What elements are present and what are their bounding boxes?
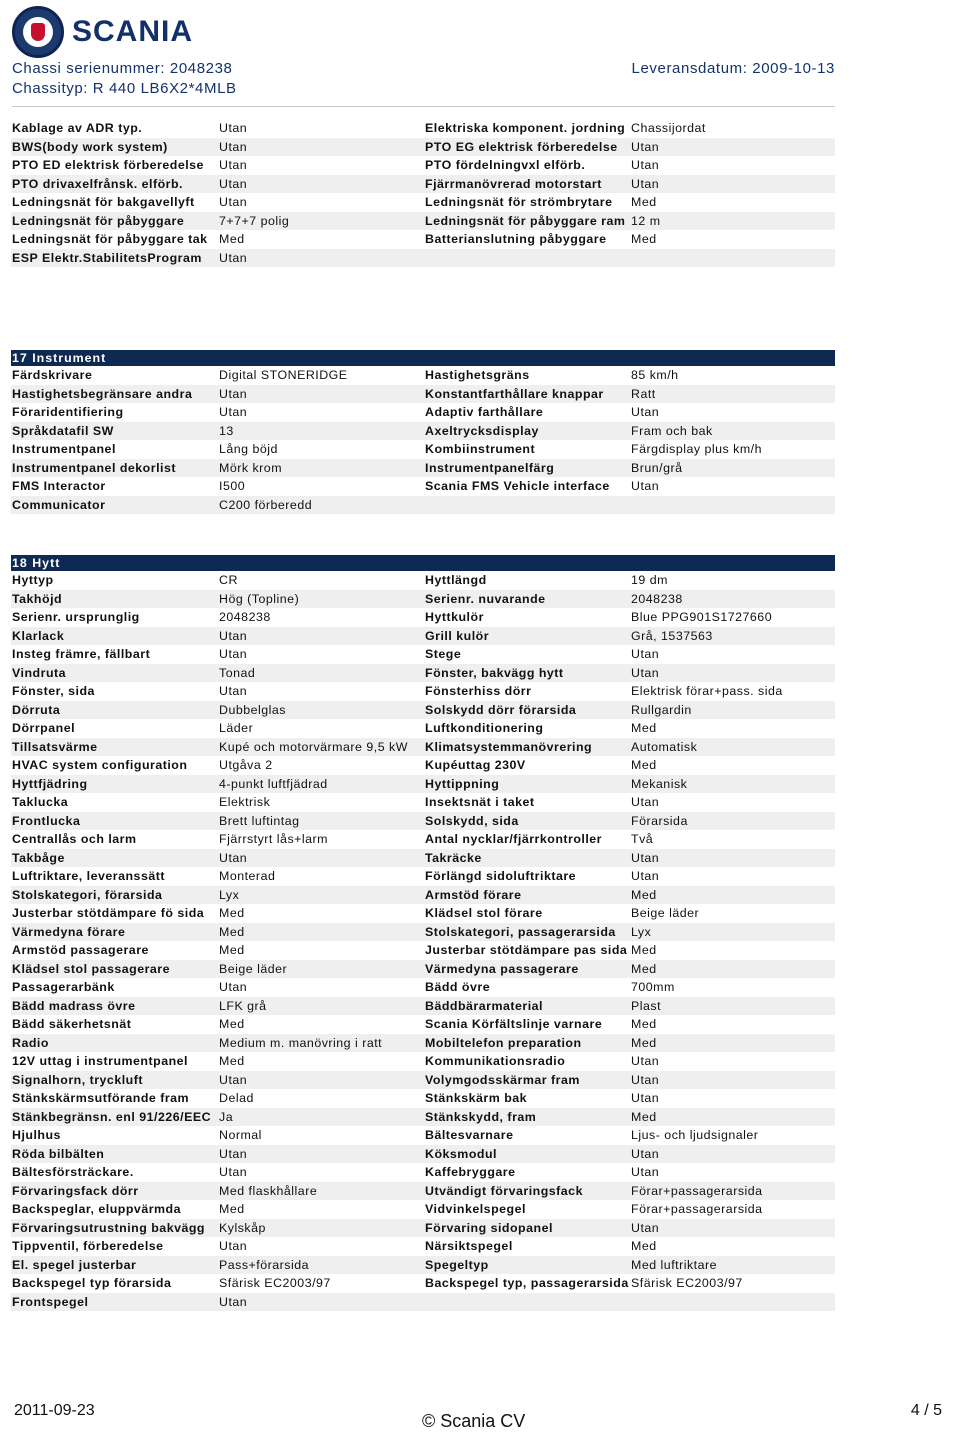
table-row: [11, 1274, 835, 1293]
table-row: [11, 385, 835, 404]
spec-label: Instrumentpanel: [12, 442, 116, 456]
spec-value: CR: [219, 573, 238, 587]
table-row: [11, 1219, 835, 1238]
spec-value: Utan: [631, 1072, 660, 1087]
spec-label: Kommunikationsradio: [425, 1054, 566, 1068]
griffin-emblem-icon: [12, 6, 64, 58]
table-row: [11, 366, 835, 385]
spec-label: Värmedyna förare: [12, 924, 126, 939]
spec-label: Klädsel stol passagerare: [12, 961, 171, 976]
table-row: [11, 1034, 835, 1053]
spec-label: [424, 1293, 630, 1297]
spec-value: Sfärisk EC2003/97: [631, 1276, 743, 1290]
spec-label: Luftkonditionering: [425, 721, 544, 735]
spec-label: Kupéuttag 230V: [425, 758, 526, 772]
spec-value: Utan: [631, 1165, 660, 1179]
table-row: [11, 1071, 835, 1090]
spec-value: Lyx: [631, 924, 652, 939]
spec-value: Elektrisk: [219, 795, 271, 809]
spec-value: Utan: [219, 195, 248, 209]
spec-label: PTO fördelningvxl elförb.: [425, 158, 586, 172]
table-row: [11, 422, 835, 441]
spec-value: Hög (Topline): [219, 591, 300, 606]
spec-value: Med flaskhållare: [219, 1183, 318, 1198]
spec-label: Solskydd, sida: [425, 813, 519, 828]
logo-wordmark: SCANIA: [72, 15, 194, 48]
page-number: 4 / 5: [910, 1402, 942, 1419]
spec-value: Grå, 1537563: [631, 628, 713, 643]
spec-label: Volymgodsskärmar fram: [425, 1072, 580, 1087]
spec-value: Lång böjd: [219, 442, 278, 456]
spec-value: Utan: [219, 176, 248, 191]
table-row: [11, 175, 835, 194]
spec-label: Bäddbärarmaterial: [425, 998, 543, 1013]
spec-label: Klimatsystemmanövrering: [425, 739, 593, 754]
spec-label: Axeltrycksdisplay: [425, 423, 539, 438]
table-row: [11, 664, 835, 683]
table-row: [11, 249, 835, 268]
spec-label: Förvaringsfack dörr: [12, 1183, 139, 1198]
spec-value: Med luftriktare: [631, 1257, 718, 1272]
spec-value: Beige läder: [631, 906, 700, 920]
table-row: [11, 756, 835, 775]
spec-label: Värmedyna passagerare: [425, 961, 579, 976]
spec-label: Serienr. nuvarande: [425, 591, 546, 606]
spec-label: Stänkskärm bak: [425, 1091, 528, 1105]
spec-value: Med: [219, 232, 245, 246]
spec-value: Tonad: [219, 665, 256, 680]
spec-value: Delad: [219, 1091, 254, 1105]
spec-label: Adaptiv farthållare: [425, 405, 544, 419]
spec-label: Stege: [425, 647, 462, 661]
spec-value: Förar+passagerarsida: [631, 1202, 763, 1216]
table-row: [11, 627, 835, 646]
spec-label: Frontspegel: [12, 1294, 89, 1309]
spec-label: Justerbar stötdämpare fö sida: [12, 906, 205, 920]
spec-label: Hyttlängd: [425, 573, 487, 587]
spec-label: Elektriska komponent. jordning: [425, 121, 626, 135]
spec-label: Serienr. ursprunglig: [12, 610, 140, 624]
spec-label: Föraridentifiering: [12, 405, 124, 419]
spec-value: Utan: [219, 386, 248, 401]
spec-label: Backspegel typ, passagerarsida: [425, 1276, 629, 1290]
table-row: [11, 1200, 835, 1219]
spec-value: Med: [631, 195, 657, 209]
table-row: [11, 1089, 835, 1108]
table-row: [11, 793, 835, 812]
spec-value: Utan: [631, 405, 660, 419]
table-row: [11, 682, 835, 701]
spec-value: Med: [219, 943, 245, 957]
spec-label: Dörrpanel: [12, 721, 76, 735]
spec-label: Stänkskydd, fram: [425, 1109, 537, 1124]
spec-value: I500: [219, 479, 246, 493]
spec-label: Hyttyp: [12, 573, 54, 587]
spec-label: Förvaringsutrustning bakvägg: [12, 1220, 205, 1235]
spec-value: Beige läder: [219, 961, 288, 976]
spec-value: Utan: [631, 139, 660, 154]
spec-label: Köksmodul: [425, 1146, 497, 1161]
spec-value: Kylskåp: [219, 1220, 266, 1235]
spec-label: Grill kulör: [425, 628, 490, 643]
spec-label: PTO drivaxelfrånsk. elförb.: [12, 176, 183, 191]
spec-value: Kupé och motorvärmare 9,5 kW: [219, 739, 408, 754]
copyright: © Scania CV: [422, 1411, 526, 1431]
spec-label: Insektsnät i taket: [425, 795, 535, 809]
table-row: [11, 1145, 835, 1164]
spec-label: Stolskategori, förarsida: [12, 887, 163, 902]
spec-label: Utvändigt förvaringsfack: [425, 1183, 583, 1198]
table-row: [11, 701, 835, 720]
table-row: [11, 193, 835, 212]
table-row: [11, 496, 835, 515]
spec-label: Ledningsnät för strömbrytare: [425, 195, 613, 209]
spec-label: Antal nycklar/fjärrkontroller: [425, 832, 603, 846]
spec-value: 700mm: [631, 980, 675, 994]
spec-value: Utan: [219, 1146, 248, 1161]
spec-label: Communicator: [12, 497, 106, 512]
spec-value: Utan: [631, 795, 660, 809]
spec-value: Rullgardin: [631, 702, 692, 717]
spec-value: Läder: [219, 721, 254, 735]
spec-value: Förarsida: [631, 813, 688, 828]
spec-label: Justerbar stötdämpare pas sida: [425, 943, 628, 957]
section-instrument: [11, 350, 835, 514]
spec-label: Ledningsnät för bakgavellyft: [12, 195, 195, 209]
spec-label: Ledningsnät för påbyggare ram: [425, 213, 626, 228]
spec-label: PTO ED elektrisk förberedelse: [12, 158, 204, 172]
print-date: 2011-09-23: [14, 1402, 95, 1419]
spec-value: Utan: [219, 405, 248, 419]
spec-label: Centrallås och larm: [12, 832, 137, 846]
spec-label: Mobiltelefon preparation: [425, 1035, 582, 1050]
spec-label: El. spegel justerbar: [12, 1257, 137, 1272]
spec-value: Mekanisk: [631, 776, 688, 791]
table-row: [11, 923, 835, 942]
spec-label: ESP Elektr.StabilitetsProgram: [12, 250, 202, 265]
spec-label: Röda bilbälten: [12, 1146, 105, 1161]
table-row: [11, 440, 835, 459]
spec-label: Kablage av ADR typ.: [12, 121, 143, 135]
top-spec-table: [11, 119, 835, 267]
table-row: [11, 403, 835, 422]
spec-label: Tillsatsvärme: [12, 739, 98, 754]
spec-label: FMS Interactor: [12, 479, 106, 493]
spec-label: Kaffebryggare: [425, 1165, 516, 1179]
spec-label: Insteg främre, fällbart: [12, 647, 151, 661]
spec-value: Utan: [219, 1165, 248, 1179]
spec-value: [630, 249, 835, 253]
spec-value: Med: [219, 924, 245, 939]
spec-label: Vindruta: [12, 665, 67, 680]
spec-value: Chassijordat: [631, 121, 706, 135]
spec-label: Förlängd sidoluftriktare: [425, 869, 577, 883]
spec-value: Utan: [631, 479, 660, 493]
spec-label: Luftriktare, leveranssätt: [12, 869, 165, 883]
section-title: 18 Hytt: [11, 555, 835, 571]
spec-value: 85 km/h: [631, 368, 679, 382]
spec-value: [630, 496, 835, 500]
spec-label: BWS(body work system): [12, 139, 168, 154]
spec-value: Blue PPG901S1727660: [631, 610, 773, 624]
spec-label: Fönsterhiss dörr: [425, 684, 532, 698]
table-row: [11, 590, 835, 609]
spec-value: Ratt: [631, 386, 656, 401]
spec-value: Utgåva 2: [219, 758, 273, 772]
spec-value: Ljus- och ljudsignaler: [631, 1128, 759, 1142]
spec-value: Utan: [631, 1091, 660, 1105]
spec-value: Med: [631, 721, 657, 735]
spec-value: Normal: [219, 1128, 262, 1142]
spec-value: Utan: [219, 647, 248, 661]
spec-value: 13: [219, 423, 234, 438]
table-row: [11, 459, 835, 478]
spec-value: Med: [631, 232, 657, 246]
spec-value: Utan: [631, 1220, 660, 1235]
section-hytt: [11, 555, 835, 1311]
spec-label: PTO EG elektrisk förberedelse: [425, 139, 618, 154]
table-row: [11, 477, 835, 496]
spec-value: Utan: [631, 869, 660, 883]
spec-value: Med: [631, 887, 657, 902]
spec-value: 4-punkt luftfjädrad: [219, 776, 328, 791]
table-row: [11, 775, 835, 794]
chassis-type: Chassityp: R 440 LB6X2*4MLB: [12, 80, 237, 97]
spec-label: Ledningsnät för påbyggare: [12, 213, 185, 228]
spec-label: Ledningsnät för påbyggare tak: [12, 232, 208, 246]
spec-value: Utan: [219, 250, 248, 265]
spec-label: Scania FMS Vehicle interface: [425, 479, 610, 493]
delivery-date: Leveransdatum: 2009-10-13: [631, 60, 835, 77]
spec-label: Frontlucka: [12, 813, 81, 828]
spec-value: Med: [631, 943, 657, 957]
spec-value: Plast: [631, 998, 662, 1013]
spec-label: Takbåge: [12, 850, 65, 865]
table-row: [11, 997, 835, 1016]
spec-label: Backspegel typ förarsida: [12, 1276, 172, 1290]
spec-value: [630, 1293, 835, 1297]
table-row: [11, 119, 835, 138]
spec-value: 2048238: [631, 591, 683, 606]
table-row: [11, 960, 835, 979]
spec-label: Bältesförsträckare.: [12, 1165, 134, 1179]
spec-label: [424, 496, 630, 500]
spec-label: Hyttfjädring: [12, 776, 88, 791]
spec-label: Hyttkulör: [425, 610, 484, 624]
table-row: [11, 978, 835, 997]
spec-value: Dubbelglas: [219, 702, 286, 717]
spec-label: Bältesvarnare: [425, 1128, 514, 1142]
table-row: [11, 212, 835, 231]
table-row: [11, 738, 835, 757]
table-row: [11, 867, 835, 886]
spec-label: Taklucka: [12, 795, 69, 809]
spec-label: Instrumentpanelfärg: [425, 460, 555, 475]
spec-value: Med: [219, 1202, 245, 1216]
spec-label: Spegeltyp: [425, 1257, 489, 1272]
spec-label: Fönster, sida: [12, 684, 95, 698]
spec-label: Konstantfarthållare knappar: [425, 386, 604, 401]
spec-value: Utan: [219, 1294, 248, 1309]
spec-label: Bädd övre: [425, 980, 491, 994]
spec-value: Utan: [631, 850, 660, 865]
table-row: [11, 941, 835, 960]
spec-value: Färgdisplay plus km/h: [631, 442, 763, 456]
spec-label: Scania Körfältslinje varnare: [425, 1017, 603, 1031]
spec-value: Med: [219, 906, 245, 920]
spec-value: Utan: [219, 1239, 248, 1253]
chassis-serial: Chassi serienummer: 2048238: [12, 60, 233, 77]
spec-value: Utan: [219, 850, 248, 865]
table-row: [11, 1126, 835, 1145]
spec-value: Med: [631, 961, 657, 976]
spec-value: Fram och bak: [631, 423, 713, 438]
table-row: [11, 608, 835, 627]
section-title: 17 Instrument: [11, 350, 835, 366]
spec-value: Två: [631, 832, 654, 846]
spec-label: Radio: [12, 1035, 49, 1050]
spec-label: Klädsel stol förare: [425, 906, 543, 920]
spec-value: Med: [631, 758, 657, 772]
spec-value: Lyx: [219, 887, 240, 902]
spec-value: LFK grå: [219, 998, 267, 1013]
spec-value: Sfärisk EC2003/97: [219, 1276, 331, 1290]
table-row: [11, 1182, 835, 1201]
spec-value: Elektrisk förar+pass. sida: [631, 684, 783, 698]
spec-value: Utan: [219, 628, 248, 643]
spec-value: Utan: [219, 980, 248, 994]
spec-label: Takräcke: [425, 850, 482, 865]
spec-label: Hyttippning: [425, 776, 500, 791]
spec-value: Utan: [219, 1072, 248, 1087]
spec-value: Digital STONERIDGE: [219, 368, 348, 382]
table-row: [11, 645, 835, 664]
spec-label: Fjärrmanövrerad motorstart: [425, 176, 602, 191]
table-row: [11, 1015, 835, 1034]
spec-label: Batterianslutning påbyggare: [425, 232, 607, 246]
spec-label: [424, 249, 630, 253]
table-row: [11, 719, 835, 738]
spec-label: Passagerarbänk: [12, 980, 115, 994]
spec-label: HVAC system configuration: [12, 758, 188, 772]
spec-label: Armstöd passagerare: [12, 943, 149, 957]
spec-value: Med: [219, 1017, 245, 1031]
table-row: [11, 830, 835, 849]
table-row: [11, 904, 835, 923]
spec-label: Fönster, bakvägg hytt: [425, 665, 564, 680]
spec-label: Bädd madrass övre: [12, 998, 136, 1013]
table-row: [11, 1052, 835, 1071]
spec-label: Signalhorn, tryckluft: [12, 1072, 143, 1087]
scania-logo: [12, 6, 193, 58]
spec-label: Backspeglar, eluppvärmda: [12, 1202, 182, 1216]
spec-value: 12 m: [631, 213, 661, 228]
table-row: [11, 1293, 835, 1312]
spec-value: Utan: [219, 121, 248, 135]
spec-value: C200 förberedd: [219, 497, 313, 512]
spec-value: Utan: [219, 684, 248, 698]
spec-label: Förvaring sidopanel: [425, 1220, 553, 1235]
spec-value: Utan: [631, 665, 660, 680]
spec-value: Automatisk: [631, 739, 698, 754]
table-row: [11, 1256, 835, 1275]
table-row: [11, 1163, 835, 1182]
spec-value: Utan: [631, 647, 660, 661]
spec-label: Takhöjd: [12, 591, 63, 606]
page-header: [0, 0, 960, 110]
spec-value: Pass+förarsida: [219, 1257, 309, 1272]
spec-label: Färdskrivare: [12, 368, 93, 382]
spec-value: Monterad: [219, 869, 276, 883]
spec-label: 12V uttag i instrumentpanel: [12, 1054, 188, 1068]
spec-label: Språkdatafil SW: [12, 423, 114, 438]
spec-value: Utan: [631, 1146, 660, 1161]
spec-value: Fjärrstyrt lås+larm: [219, 832, 328, 846]
spec-label: Kombiinstrument: [425, 442, 536, 456]
spec-value: Brun/grå: [631, 460, 683, 475]
spec-value: Med: [631, 1239, 657, 1253]
spec-label: Tippventil, förberedelse: [12, 1239, 164, 1253]
spec-label: Armstöd förare: [425, 887, 522, 902]
table-row: [11, 812, 835, 831]
table-row: [11, 138, 835, 157]
spec-label: Bädd säkerhetsnät: [12, 1017, 132, 1031]
spec-value: Utan: [219, 139, 248, 154]
table-row: [11, 156, 835, 175]
spec-value: Medium m. manövring i ratt: [219, 1035, 383, 1050]
spec-label: Stänkskärmsutförande fram: [12, 1091, 190, 1105]
spec-value: Med: [631, 1109, 657, 1124]
spec-label: Hjulhus: [12, 1128, 61, 1142]
spec-value: Förar+passagerarsida: [631, 1183, 763, 1198]
table-row: [11, 571, 835, 590]
spec-label: Klarlack: [12, 628, 65, 643]
spec-value: 7+7+7 polig: [219, 213, 290, 228]
spec-value: 2048238: [219, 610, 271, 624]
spec-label: Instrumentpanel dekorlist: [12, 460, 176, 475]
spec-label: Vidvinkelspegel: [425, 1202, 526, 1216]
table-row: [11, 230, 835, 249]
spec-label: Stolskategori, passagerarsida: [425, 924, 616, 939]
spec-value: Utan: [631, 158, 660, 172]
spec-value: Med: [219, 1054, 245, 1068]
table-row: [11, 1108, 835, 1127]
spec-value: Brett luftintag: [219, 813, 300, 828]
spec-value: Med: [631, 1017, 657, 1031]
spec-label: Hastighetsgräns: [425, 368, 530, 382]
spec-value: Mörk krom: [219, 460, 283, 475]
spec-label: Stänkbegränsn. enl 91/226/EEC: [12, 1109, 212, 1124]
spec-value: Utan: [219, 158, 248, 172]
spec-label: Solskydd dörr förarsida: [425, 702, 577, 717]
table-row: [11, 1237, 835, 1256]
spec-label: Närsiktspegel: [425, 1239, 513, 1253]
spec-value: Ja: [219, 1109, 234, 1124]
spec-value: 19 dm: [631, 573, 668, 587]
header-divider: [12, 106, 835, 107]
spec-label: Hastighetsbegränsare andra: [12, 386, 193, 401]
table-row: [11, 886, 835, 905]
spec-label: Dörruta: [12, 702, 61, 717]
table-row: [11, 849, 835, 868]
spec-value: Utan: [631, 176, 660, 191]
spec-value: Utan: [631, 1054, 660, 1068]
spec-value: Med: [631, 1035, 657, 1050]
